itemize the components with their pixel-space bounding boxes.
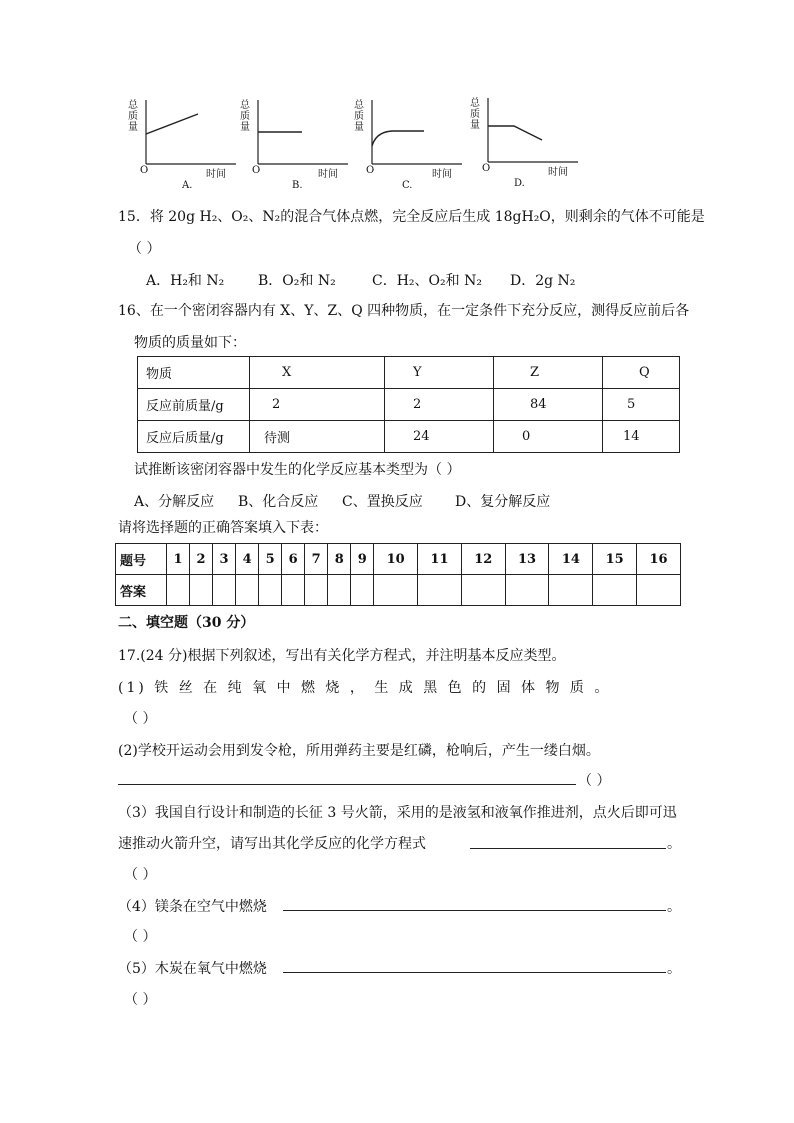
q17-item-5-paren: （ ） — [124, 992, 157, 1008]
answer-cell[interactable] — [213, 575, 236, 606]
answer-number: 9 — [351, 544, 374, 575]
q16-option-c: C、置换反应 — [342, 494, 423, 510]
q17-item-3-period: 。 — [667, 836, 681, 852]
answer-cell[interactable] — [637, 575, 681, 606]
answer-cell[interactable] — [236, 575, 259, 606]
q17-item-5: （5）木炭在氧气中燃烧 — [118, 961, 267, 977]
answer-number: 11 — [418, 544, 462, 575]
answer-number: 7 — [305, 544, 328, 575]
q15-option-a: A．H₂和 N₂ — [146, 273, 225, 289]
answer-cell[interactable] — [593, 575, 637, 606]
answer-table — [115, 543, 681, 606]
answer-header-label: 题号 — [116, 544, 167, 575]
graph-c-line — [372, 131, 424, 146]
answer-cell[interactable] — [282, 575, 305, 606]
q17-item-2: (2)学校开运动会用到发令枪，所用弹药主要是红磷，枪响后，产生一缕白烟。 — [118, 743, 600, 759]
table-cell: 14 — [603, 421, 680, 453]
graph-b — [238, 96, 348, 196]
table-cell: X — [250, 357, 385, 389]
answer-number: 4 — [236, 544, 259, 575]
graph-d — [468, 96, 578, 196]
q17-item-4-paren: （ ） — [124, 929, 157, 945]
q16-option-a: A、分解反应 — [134, 494, 215, 510]
table-cell: 反应前质量/g — [138, 389, 250, 421]
q17-item-2-paren: （ ） — [578, 773, 611, 789]
q17-stem: 17.(24 分)根据下列叙述，写出有关化学方程式，并注明基本反应类型。 — [118, 648, 566, 664]
answer-line-4[interactable] — [283, 910, 666, 911]
answer-number: 2 — [190, 544, 213, 575]
q17-item-4-period: 。 — [667, 899, 681, 915]
graph-d-origin: O — [482, 163, 491, 174]
q15-option-b: B．O₂和 N₂ — [258, 273, 336, 289]
answer-number: 12 — [461, 544, 505, 575]
q16-option-b: B、化合反应 — [238, 494, 319, 510]
answer-number: 15 — [593, 544, 637, 575]
q15-option-c: C．H₂、O₂和 N₂ — [372, 273, 482, 289]
graph-a-ylabel: 总 质 量 — [128, 100, 138, 133]
answer-label: 答案 — [116, 575, 167, 606]
answer-cell[interactable] — [167, 575, 190, 606]
answer-number: 5 — [259, 544, 282, 575]
table-cell: 24 — [385, 421, 494, 453]
q16-ask: 试推断该密闭容器中发生的化学反应基本类型为（ ） — [134, 462, 461, 478]
answer-number-row — [116, 544, 681, 575]
graph-a-xlabel: 时间 — [206, 169, 226, 180]
graph-d-xlabel: 时间 — [548, 167, 568, 178]
table-cell: 待测 — [250, 421, 385, 453]
graph-b-xlabel: 时间 — [318, 169, 338, 180]
graph-b-label: B. — [292, 180, 303, 191]
graph-a — [126, 96, 236, 196]
q15-option-d: D．2g N₂ — [510, 273, 576, 289]
answer-number: 6 — [282, 544, 305, 575]
graph-c-plot — [352, 96, 462, 176]
table-cell: 反应后质量/g — [138, 421, 250, 453]
table-cell: 84 — [494, 389, 603, 421]
answer-number: 10 — [374, 544, 418, 575]
graph-c — [352, 96, 462, 196]
answer-number: 8 — [328, 544, 351, 575]
q15-stem: 15．将 20g H₂、O₂、N₂的混合气体点燃，完全反应后生成 18gH₂O，则剩余的气体不可能是 — [118, 209, 705, 225]
answer-line-3[interactable] — [470, 848, 666, 849]
table-cell: 0 — [494, 421, 603, 453]
table-cell: 物质 — [138, 357, 250, 389]
answer-cell[interactable] — [549, 575, 593, 606]
answer-number: 14 — [549, 544, 593, 575]
answer-cell[interactable] — [374, 575, 418, 606]
answer-cell[interactable] — [418, 575, 462, 606]
graph-c-ylabel: 总 质 量 — [354, 100, 364, 133]
graph-c-label: C. — [402, 180, 413, 191]
answer-number: 13 — [505, 544, 549, 575]
table-cell: 2 — [385, 389, 494, 421]
q17-item-1-paren: （ ） — [124, 711, 157, 727]
answer-line-2[interactable] — [118, 784, 576, 785]
graph-options — [118, 96, 588, 196]
q17-item-1: (1) 铁 丝 在 纯 氧 中 燃 烧 ， 生 成 黑 色 的 固 体 物 质 。 — [118, 680, 612, 696]
table-cell: 2 — [250, 389, 385, 421]
answer-cell[interactable] — [461, 575, 505, 606]
table-cell: 5 — [603, 389, 680, 421]
answer-number: 3 — [213, 544, 236, 575]
table-cell: Y — [385, 357, 494, 389]
q17-item-5-period: 。 — [667, 961, 681, 977]
graph-c-origin: O — [366, 165, 375, 176]
graph-d-line — [488, 126, 542, 140]
q17-item-3-paren: （ ） — [124, 867, 157, 883]
q16-mass-table — [137, 356, 680, 453]
q17-item-4: （4）镁条在空气中燃烧 — [118, 899, 267, 915]
q15-paren: （ ） — [128, 241, 161, 257]
graph-d-label: D. — [514, 178, 525, 189]
graph-d-ylabel: 总 质 量 — [470, 98, 480, 131]
answer-cell[interactable] — [505, 575, 549, 606]
graph-c-xlabel: 时间 — [432, 169, 452, 180]
table-cell: Q — [603, 357, 680, 389]
answer-number: 16 — [637, 544, 681, 575]
graph-a-plot — [126, 96, 236, 176]
table-row — [138, 421, 680, 453]
q17-item-3-line-1: （3）我国自行设计和制造的长征 3 号火箭，采用的是液氢和液氧作推进剂，点火后即可迅 — [118, 805, 677, 821]
graph-a-label: A. — [182, 180, 193, 191]
answer-cell[interactable] — [190, 575, 213, 606]
q16-stem-1: 16、在一个密闭容器内有 X、Y、Z、Q 四种物质，在一定条件下充分反应，测得反应前后各 — [118, 303, 690, 319]
section-title: 二、填空题（30 分） — [118, 615, 255, 631]
answer-cell[interactable] — [328, 575, 351, 606]
graph-b-ylabel: 总 质 量 — [240, 100, 250, 133]
table-cell: Z — [494, 357, 603, 389]
answer-blank-row — [116, 575, 681, 606]
graph-a-origin: O — [140, 165, 149, 176]
answer-cell[interactable] — [305, 575, 328, 606]
table-row — [138, 389, 680, 421]
graph-b-origin: O — [252, 165, 261, 176]
q16-option-d: D、复分解反应 — [455, 494, 551, 510]
q17-item-3-line-2: 速推动火箭升空，请写出其化学反应的化学方程式 — [118, 836, 426, 852]
answer-cell[interactable] — [259, 575, 282, 606]
answer-table-intro: 请将选择题的正确答案填入下表： — [118, 520, 328, 536]
answer-cell[interactable] — [351, 575, 374, 606]
answer-line-5[interactable] — [283, 972, 666, 973]
q16-stem-2: 物质的质量如下： — [134, 335, 246, 351]
graph-b-plot — [238, 96, 348, 176]
answer-number: 1 — [167, 544, 190, 575]
graph-a-line — [146, 114, 198, 134]
table-row — [138, 357, 680, 389]
